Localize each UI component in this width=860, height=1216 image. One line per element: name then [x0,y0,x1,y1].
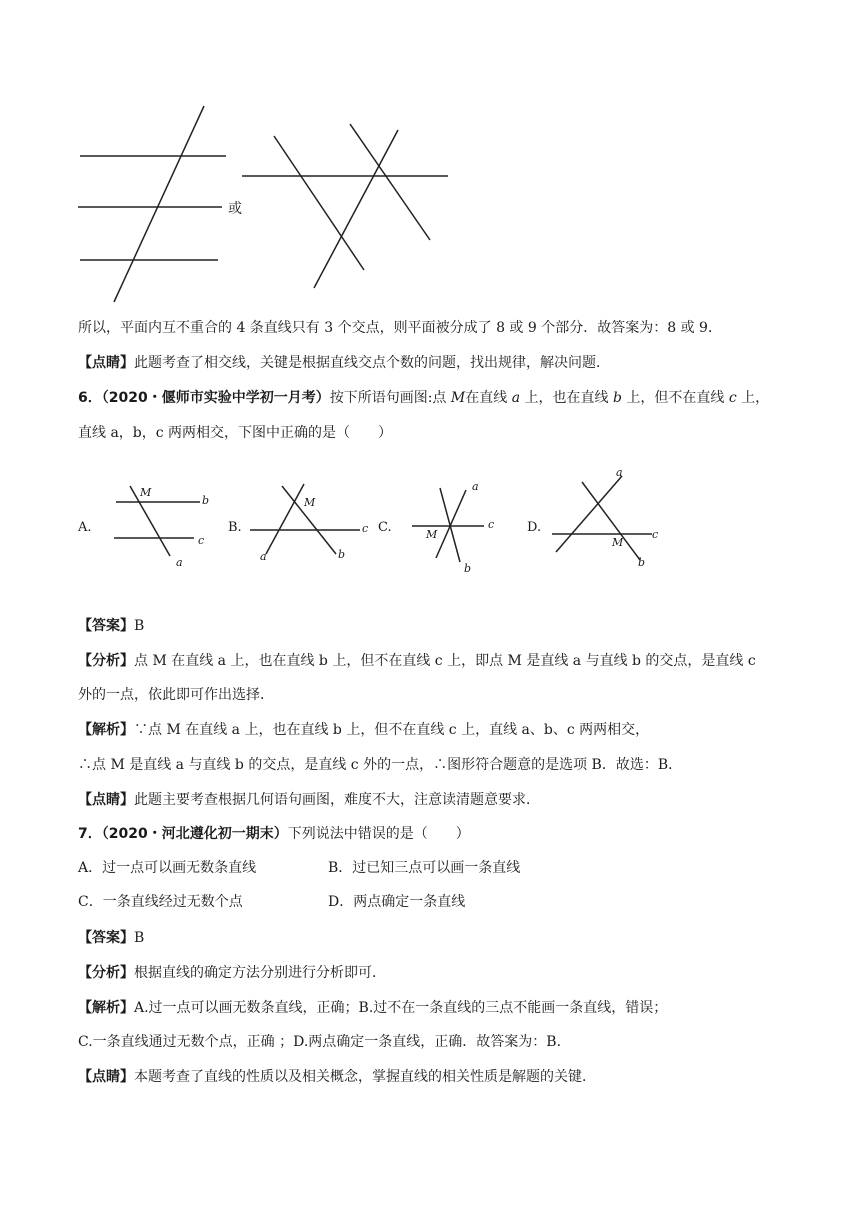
q6-answer [78,616,144,636]
q6-option-c-label: C. [378,520,392,535]
q6-option-d-label: D. [527,520,542,535]
dianjing-text: 此题考查了相交线，关键是根据直线交点个数的问题，找出规律，解决问题． [134,355,610,371]
dianjing-tag: 【点睛】 [78,792,134,808]
q7-source: （2020・河北遵化初一期末） [101,826,288,842]
q6-c-a: a [472,480,479,493]
solution-tag: 【解析】 [78,1000,134,1016]
solution-text: ∵点 M 在直线 a 上，也在直线 b 上，但不在直线 c 上，直线 a、b、c 两两相交， [134,722,650,738]
answer-tag: 【答案】 [78,618,134,634]
top-dianjing [78,353,610,373]
q6-source: （2020・偃师市实验中学初一月考） [101,390,330,406]
q6-d-M: M [612,536,624,549]
or-label: 或 [228,201,242,217]
q6-stem-var-c: c [728,390,737,406]
dianjing-tag: 【点睛】 [78,355,134,371]
dianjing-text: 此题主要考查根据几何语句画图，难度不大，注意读清题意要求． [134,792,540,808]
q6-stem-line2: 直线 a，b，c 两两相交，下图中正确的是（ ） [78,425,393,441]
q6-stem-var-a: a [511,390,521,406]
dianjing-tag: 【点睛】 [78,1069,134,1085]
q6-stem-text: 上，但不在直线 [621,390,729,406]
q7-option-d: D．两点确定一条直线 [328,894,466,910]
q6-b-M: M [304,496,316,509]
q7-solution-line2: C.一条直线通过无数个点，正确 ；D.两点确定一条直线，正确．故答案为：B． [78,1034,571,1050]
q6-a-M: M [140,486,152,499]
analysis-text: 根据直线的确定方法分别进行分析即可． [134,965,386,981]
q6-a-c: c [198,534,205,547]
q7-dianjing [78,1067,596,1087]
q6-solution-line2: ∴点 M 是直线 a 与直线 b 的交点，是直线 c 外的一点，∴图形符合题意的是选项 B．故选：B． [78,757,683,773]
q6-d-b: b [638,556,646,569]
answer-text: B [134,930,145,946]
q6-b-c: c [362,522,369,535]
four-lines-figure-right [238,120,454,292]
q6-option-a-figure [108,480,208,572]
q6-c-M: M [426,528,438,541]
q7-option-c: C．一条直线经过无数个点 [78,894,243,910]
q6-number: 6． [78,390,102,406]
q7-options-row2 [78,892,243,912]
analysis-tag: 【分析】 [78,965,134,981]
four-lines-figure-left [70,100,240,310]
answer-text: B [134,618,145,634]
answer-tag: 【答案】 [78,930,134,946]
q6-dianjing [78,790,540,810]
q7-number: 7． [78,826,102,842]
q6-b-a: a [260,550,267,563]
q6-d-a: a [616,466,623,479]
q6-option-d-figure [548,468,659,568]
q7-analysis [78,963,386,983]
q6-solution-line1 [78,720,649,740]
q6-stem-line1 [78,388,769,408]
q6-stem-text: 在直线 [465,390,512,406]
q7-option-b: B．过已知三点可以画一条直线 [328,860,521,876]
q7-stem [78,824,470,844]
q6-b-b: b [338,548,346,561]
q7-solution-line1 [78,998,667,1018]
q6-a-b: b [202,494,210,507]
q6-analysis-line1 [78,651,756,671]
q6-stem-text: 按下所语句画图:点 [329,390,451,406]
q7-stem-text: 下列说法中错误的是（ ） [287,826,470,842]
q6-d-c: c [652,528,659,541]
q6-c-c: c [488,518,495,531]
solution-tag: 【解析】 [78,722,134,738]
q6-analysis-line2: 外的一点，依此即可作出选择． [78,687,274,703]
q7-option-a: A．过一点可以画无数条直线 [78,860,257,876]
top-conclusion: 所以，平面内互不重合的 4 条直线只有 3 个交点，则平面被分成了 8 或 9 个部分．故答案为：8 或 9． [78,320,722,336]
q6-stem-var-b: b [612,390,622,406]
q6-a-a: a [176,556,183,569]
q6-c-b: b [464,562,472,575]
q6-stem-text: 上，也在直线 [520,390,613,406]
q7-options-row1 [78,858,256,878]
solution-text: A.过一点可以画无数条直线，正确；B.过不在一条直线的三点不能画一条直线，错误； [134,1000,668,1016]
q6-stem-text: 上， [736,390,770,406]
dianjing-text: 本题考查了直线的性质以及相关概念，掌握直线的相关性质是解题的关键． [134,1069,596,1085]
q6-stem-var-M: M [450,390,466,406]
analysis-tag: 【分析】 [78,653,134,669]
q6-option-a-label: A. [78,520,92,535]
q6-option-c-figure [410,480,490,570]
q6-option-b-label: B. [228,520,242,535]
q7-answer [78,928,144,948]
analysis-text: 点 M 在直线 a 上，也在直线 b 上，但不在直线 c 上，即点 M 是直线 a 与直线 b 的交点，是直线 c [134,653,756,669]
